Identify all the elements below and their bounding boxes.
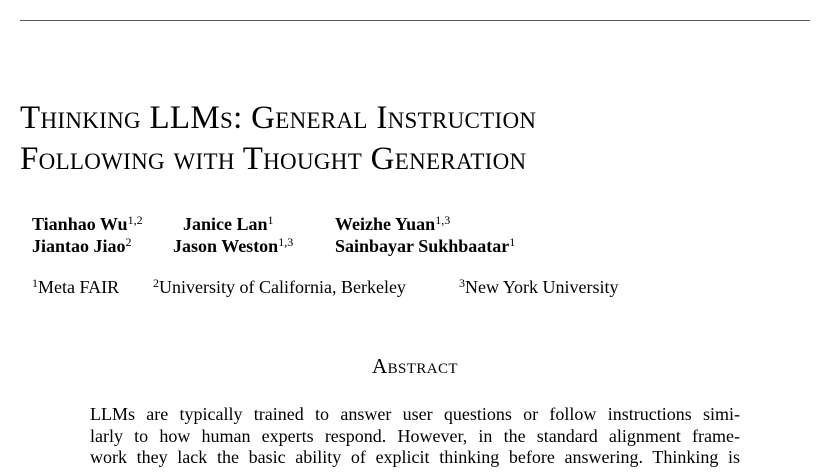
affiliation: $^3$New York University [459,276,619,297]
author-row-1 [32,213,652,235]
affiliation: $^1$Meta FAIR [32,276,120,297]
abstract-heading: Abstract [372,354,458,378]
top-rule [20,20,810,21]
paper-title [20,98,810,180]
author: Jason Weston$^{1,3}$ [173,235,294,256]
author: Tianhao Wu$^{1,2}$ [32,213,143,234]
author: Jiantao Jiao$^2$ [32,235,132,256]
affiliation: $^2$University of California, Berkeley [153,276,406,297]
abstract-line-1: LLMs are typically trained to answer user questions or follow instructions simi- [90,404,740,424]
abstract-body [90,404,740,469]
author-row-2 [32,235,652,257]
abstract-line-2: larly to how human experts respond. However, in the standard alignment frame- [90,425,740,446]
author: Sainbayar Sukhbaatar$^1$ [335,235,516,256]
title-line-2: Following with Thought Generation [20,141,527,177]
author: Weizhe Yuan$^{1,3}$ [335,213,451,234]
abstract-line-3: work they lack the basic ability of explicit thinking before answering. Thinking is [90,447,740,467]
author-list [32,213,652,257]
author: Janice Lan$^1$ [183,213,274,234]
title-line-1: Thinking LLMs: General Instruction [20,100,537,136]
